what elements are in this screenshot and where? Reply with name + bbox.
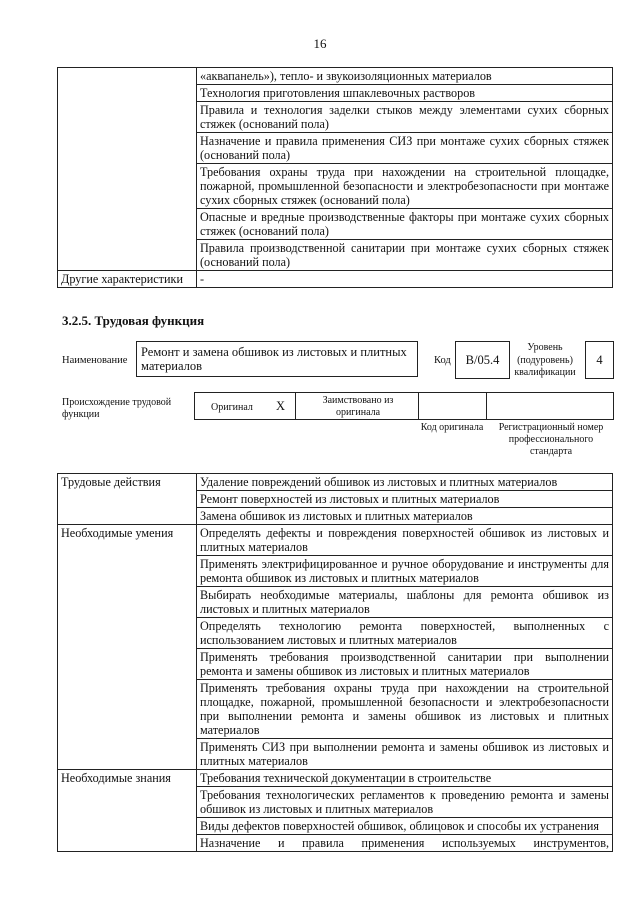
table-cell: Применять СИЗ при выполнении ремонта и замены обшивок из листовых и плитных материалов — [197, 739, 613, 770]
table-cell: Замена обшивок из листовых и плитных материалов — [197, 508, 613, 525]
divider — [418, 392, 419, 419]
name-label: Наименование — [62, 355, 128, 366]
row-label: Необходимые знания — [58, 770, 197, 852]
table-cell: Требования охраны труда при нахождении на строительной площадке, пожарной, промышленной безопасности и электробезопасности при монтаже сухих сборных стяжек (оснований пола) — [197, 164, 613, 209]
origin-label: Происхождение трудовой функции — [62, 397, 172, 420]
table-cell: Правила производственной санитарии при монтаже сухих сборных стяжек (оснований пола) — [197, 240, 613, 271]
table-cell: Требования технологических регламентов к проведению ремонта и замены обшивок из листовых и плитных материалов — [197, 787, 613, 818]
table-cell: «аквапанель»), тепло- и звукоизоляционных материалов — [197, 68, 613, 85]
table-cell: Технология приготовления шпаклевочных растворов — [197, 85, 613, 102]
table-cell: Применять электрифицированное и ручное оборудование и инструменты для ремонта обшивок из листовых и плитных материалов — [197, 556, 613, 587]
original-mark: X — [276, 399, 286, 413]
table-cell: Определять дефекты и повреждения поверхностей обшивок из листовых и плитных материалов — [197, 525, 613, 556]
level-value-box: 4 — [585, 341, 614, 379]
table-cell: Назначение и правила применения используемых инструментов, — [197, 835, 613, 852]
table-cell: Виды дефектов поверхностей обшивок, облицовок и способы их устранения — [197, 818, 613, 835]
table-cell: Применять требования производственной санитарии при выполнении ремонта и замены обшивок из листовых и плитных материалов — [197, 649, 613, 680]
function-details-table — [57, 473, 613, 852]
table-cell: Удаление повреждений обшивок из листовых и плитных материалов — [197, 474, 613, 491]
table-cell: Определять технологию ремонта поверхностей, выполненных с использованием листовых и плитных материалов — [197, 618, 613, 649]
function-code-box: В/05.4 — [455, 341, 510, 379]
function-name-box: Ремонт и замена обшивок из листовых и плитных материалов — [136, 341, 418, 377]
table-cell: Опасные и вредные производственные факторы при монтаже сухих сборных стяжек (оснований пола) — [197, 209, 613, 240]
empty-label-cell — [58, 68, 197, 271]
row-label: Другие характеристики — [58, 271, 197, 288]
knowledge-continuation-table — [57, 67, 613, 288]
code-label: Код — [434, 355, 451, 366]
borrowed-label: Заимствовано из оригинала — [322, 395, 394, 418]
row-label: Трудовые действия — [58, 474, 197, 525]
section-heading: 3.2.5. Трудовая функция — [62, 313, 205, 328]
row-label: Необходимые умения — [58, 525, 197, 770]
table-cell: Назначение и правила применения СИЗ при монтаже сухих сборных стяжек (оснований пола) — [197, 133, 613, 164]
level-label: Уровень (подуровень) квалификации — [514, 342, 576, 378]
original-label: Оригинал — [211, 402, 253, 413]
table-cell: - — [197, 271, 613, 288]
table-cell: Ремонт поверхностей из листовых и плитных материалов — [197, 491, 613, 508]
divider — [295, 392, 296, 419]
divider — [486, 392, 487, 419]
table-cell: Выбирать необходимые материалы, шаблоны для ремонта обшивок из листовых и плитных материалов — [197, 587, 613, 618]
reg-number-caption: Регистрационный номер профессионального стандарта — [498, 422, 604, 457]
table-cell: Правила и технология заделки стыков между элементами сухих сборных стяжек (оснований пола) — [197, 102, 613, 133]
table-cell: Требования технической документации в строительстве — [197, 770, 613, 787]
code-original-caption: Код оригинала — [420, 422, 484, 433]
table-cell: Применять требования охраны труда при нахождении на строительной площадке, пожарной, промышленной безопасности и электробезопасности при выполнении ремонта и замены обшивок из листовых и плитных материалов — [197, 680, 613, 739]
page-number: 16 — [313, 36, 327, 51]
